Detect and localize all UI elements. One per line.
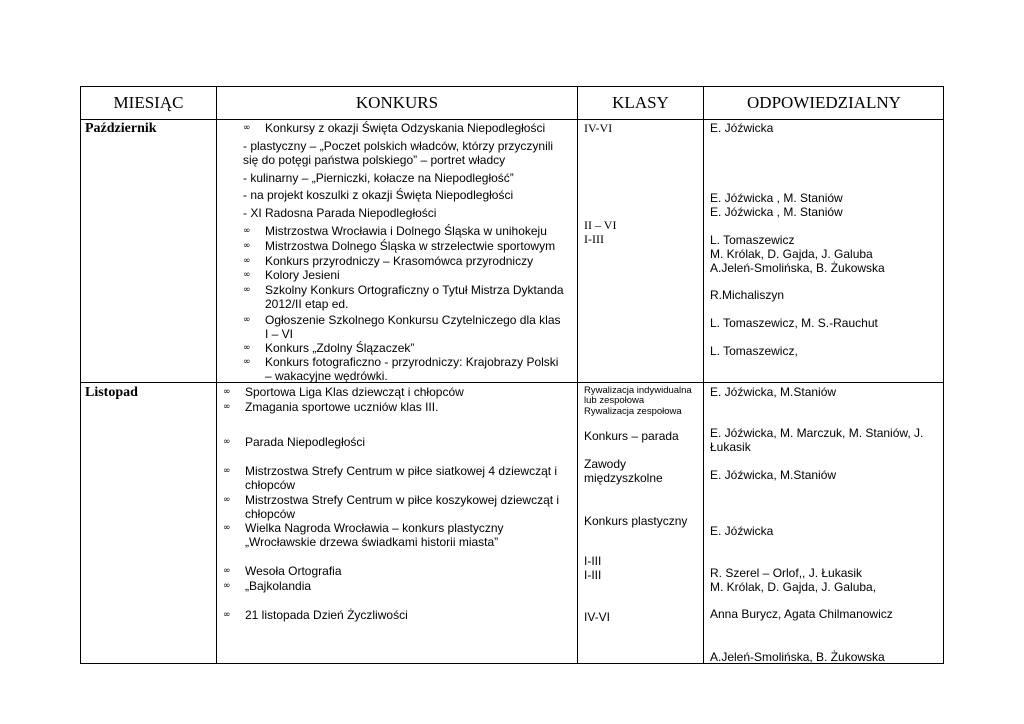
classes-item: Rywalizacja zespołowa (584, 406, 682, 417)
classes-item: lub zespołowa (584, 395, 645, 406)
responsible-item: A.Jeleń-Smolińska, B. Żukowska (710, 650, 885, 664)
bullet-icon: ∞ (223, 566, 231, 576)
bullet-icon: ∞ (243, 241, 251, 251)
header-month: MIESIĄC (113, 93, 184, 112)
classes-item: Zawody (584, 457, 627, 471)
bullet-icon: ∞ (223, 523, 231, 533)
contest-item: - plastyczny – „Poczet polskich władców, którzy przyczynili (243, 139, 554, 153)
classes-item: Konkurs plastyczny (584, 514, 688, 528)
contest-item: - kulinarny – „Pierniczki, kołacze na Niepodległość” (243, 171, 514, 185)
contest-item: Ogłoszenie Szkolnego Konkursu Czytelniczego dla klas (265, 313, 561, 327)
column-divider (577, 87, 578, 663)
contest-item: Wesoła Ortografia (245, 564, 342, 578)
contest-item: Mistrzostwa Strefy Centrum w piłce koszykowej dziewcząt i (245, 493, 560, 507)
column-divider (216, 87, 217, 663)
header-classes: KLASY (612, 93, 669, 112)
responsible-item: E. Jóźwicka , M. Staniów (710, 191, 843, 205)
bullet-icon: ∞ (223, 581, 231, 591)
contest-item: Konkurs „Zdolny Ślązaczek” (265, 341, 415, 355)
responsible-item: L. Tomaszewicz, M. S.-Rauchut (710, 316, 878, 330)
contest-item: Parada Niepodległości (245, 435, 366, 449)
contest-item: – wakacyjne wędrówki. (265, 369, 388, 383)
classes-item: IV-VI (584, 610, 611, 624)
bullet-icon: ∞ (243, 226, 251, 236)
classes-item: międzyszkolne (584, 471, 663, 485)
responsible-item: E. Jóźwicka (710, 121, 774, 135)
bullet-icon: ∞ (223, 466, 231, 476)
responsible-item: Anna Burycz, Agata Chilmanowicz (710, 607, 893, 621)
bullet-icon: ∞ (223, 437, 231, 447)
contest-item: się do potęgi państwa polskiego” – portret władcy (243, 153, 506, 167)
contest-item: Konkurs przyrodniczy – Krasomówca przyrodniczy (265, 254, 534, 268)
responsible-item: E. Jóźwicka (710, 524, 774, 538)
classes-item: I-III (584, 232, 604, 246)
schedule-table (80, 86, 944, 664)
contest-item: Mistrzostwa Strefy Centrum w piłce siatkowej 4 dziewcząt i (245, 464, 558, 478)
bullet-icon: ∞ (243, 256, 251, 266)
month-october: Październik (85, 121, 157, 136)
bullet-icon: ∞ (243, 270, 251, 280)
classes-item: Rywalizacja indywidualna (584, 385, 692, 396)
contest-item: Mistrzostwa Dolnego Śląska w strzelectwie sportowym (265, 239, 556, 253)
responsible-item: L. Tomaszewicz, (710, 344, 798, 358)
contest-item: chłopców (245, 478, 296, 492)
bullet-icon: ∞ (223, 610, 231, 620)
responsible-item: R.Michaliszyn (710, 288, 785, 302)
contest-item: Zmagania sportowe uczniów klas III. (245, 400, 439, 414)
column-divider (703, 87, 704, 663)
classes-item: Konkurs – parada (584, 429, 679, 443)
responsible-item: Łukasik (710, 440, 751, 454)
bullet-icon: ∞ (223, 387, 231, 397)
contest-item: chłopców (245, 507, 296, 521)
contest-item: Konkurs fotograficzno - przyrodniczy: Krajobrazy Polski (265, 355, 559, 369)
responsible-item: L. Tomaszewicz (710, 233, 795, 247)
responsible-item: R. Szerel – Orlof,, J. Łukasik (710, 566, 863, 580)
responsible-item: M. Królak, D. Gajda, J. Galuba, (710, 580, 877, 594)
responsible-item: E. Jóźwicka , M. Staniów (710, 205, 843, 219)
contest-item: Wielka Nagroda Wrocławia – konkurs plastyczny (245, 521, 504, 535)
bullet-icon: ∞ (243, 285, 251, 295)
header-responsible: ODPOWIEDZIALNY (747, 93, 901, 112)
contest-item: „Wrocławskie drzewa świadkami historii miasta” (245, 535, 499, 549)
contest-item: Kolory Jesieni (265, 268, 340, 282)
contest-item: Szkolny Konkurs Ortograficzny o Tytuł Mistrza Dyktanda (265, 283, 564, 297)
header-contest: KONKURS (355, 93, 439, 112)
contest-item: Sportowa Liga Klas dziewcząt i chłopców (245, 385, 464, 399)
bullet-icon: ∞ (243, 357, 251, 367)
responsible-item: A.Jeleń-Smolińska, B. Żukowska (710, 261, 885, 275)
row-divider (81, 382, 943, 383)
bullet-icon: ∞ (223, 495, 231, 505)
responsible-item: E. Jóźwicka, M. Marczuk, M. Staniów, J. (710, 426, 924, 440)
contest-item: 21 listopada Dzień Życzliwości (245, 608, 408, 622)
responsible-item: E. Jóźwicka, M.Staniów (710, 385, 837, 399)
bullet-icon: ∞ (243, 315, 251, 325)
contest-item: Konkursy z okazji Święta Odzyskania Niepodległości (265, 121, 546, 135)
contest-item: „Bajkolandia (245, 579, 312, 593)
contest-item: - XI Radosna Parada Niepodległości (243, 206, 437, 220)
responsible-item: E. Jóźwicka, M.Staniów (710, 468, 837, 482)
contest-item: Mistrzostwa Wrocławia i Dolnego Śląska w unihokeju (265, 224, 547, 238)
month-november: Listopad (85, 385, 138, 400)
bullet-icon: ∞ (243, 343, 251, 353)
contest-item: 2012/II etap ed. (265, 297, 349, 311)
classes-item: II – VI (584, 218, 617, 232)
responsible-item: M. Królak, D. Gajda, J. Galuba (710, 247, 873, 261)
row-divider (81, 119, 943, 120)
contest-item: - na projekt koszulki z okazji Święta Niepodległości (243, 188, 514, 202)
classes-item: I-III (584, 568, 602, 582)
contest-item: I – VI (265, 327, 294, 341)
bullet-icon: ∞ (243, 123, 251, 133)
classes-item: IV-VI (584, 121, 613, 135)
classes-item: I-III (584, 554, 602, 568)
bullet-icon: ∞ (223, 402, 231, 412)
